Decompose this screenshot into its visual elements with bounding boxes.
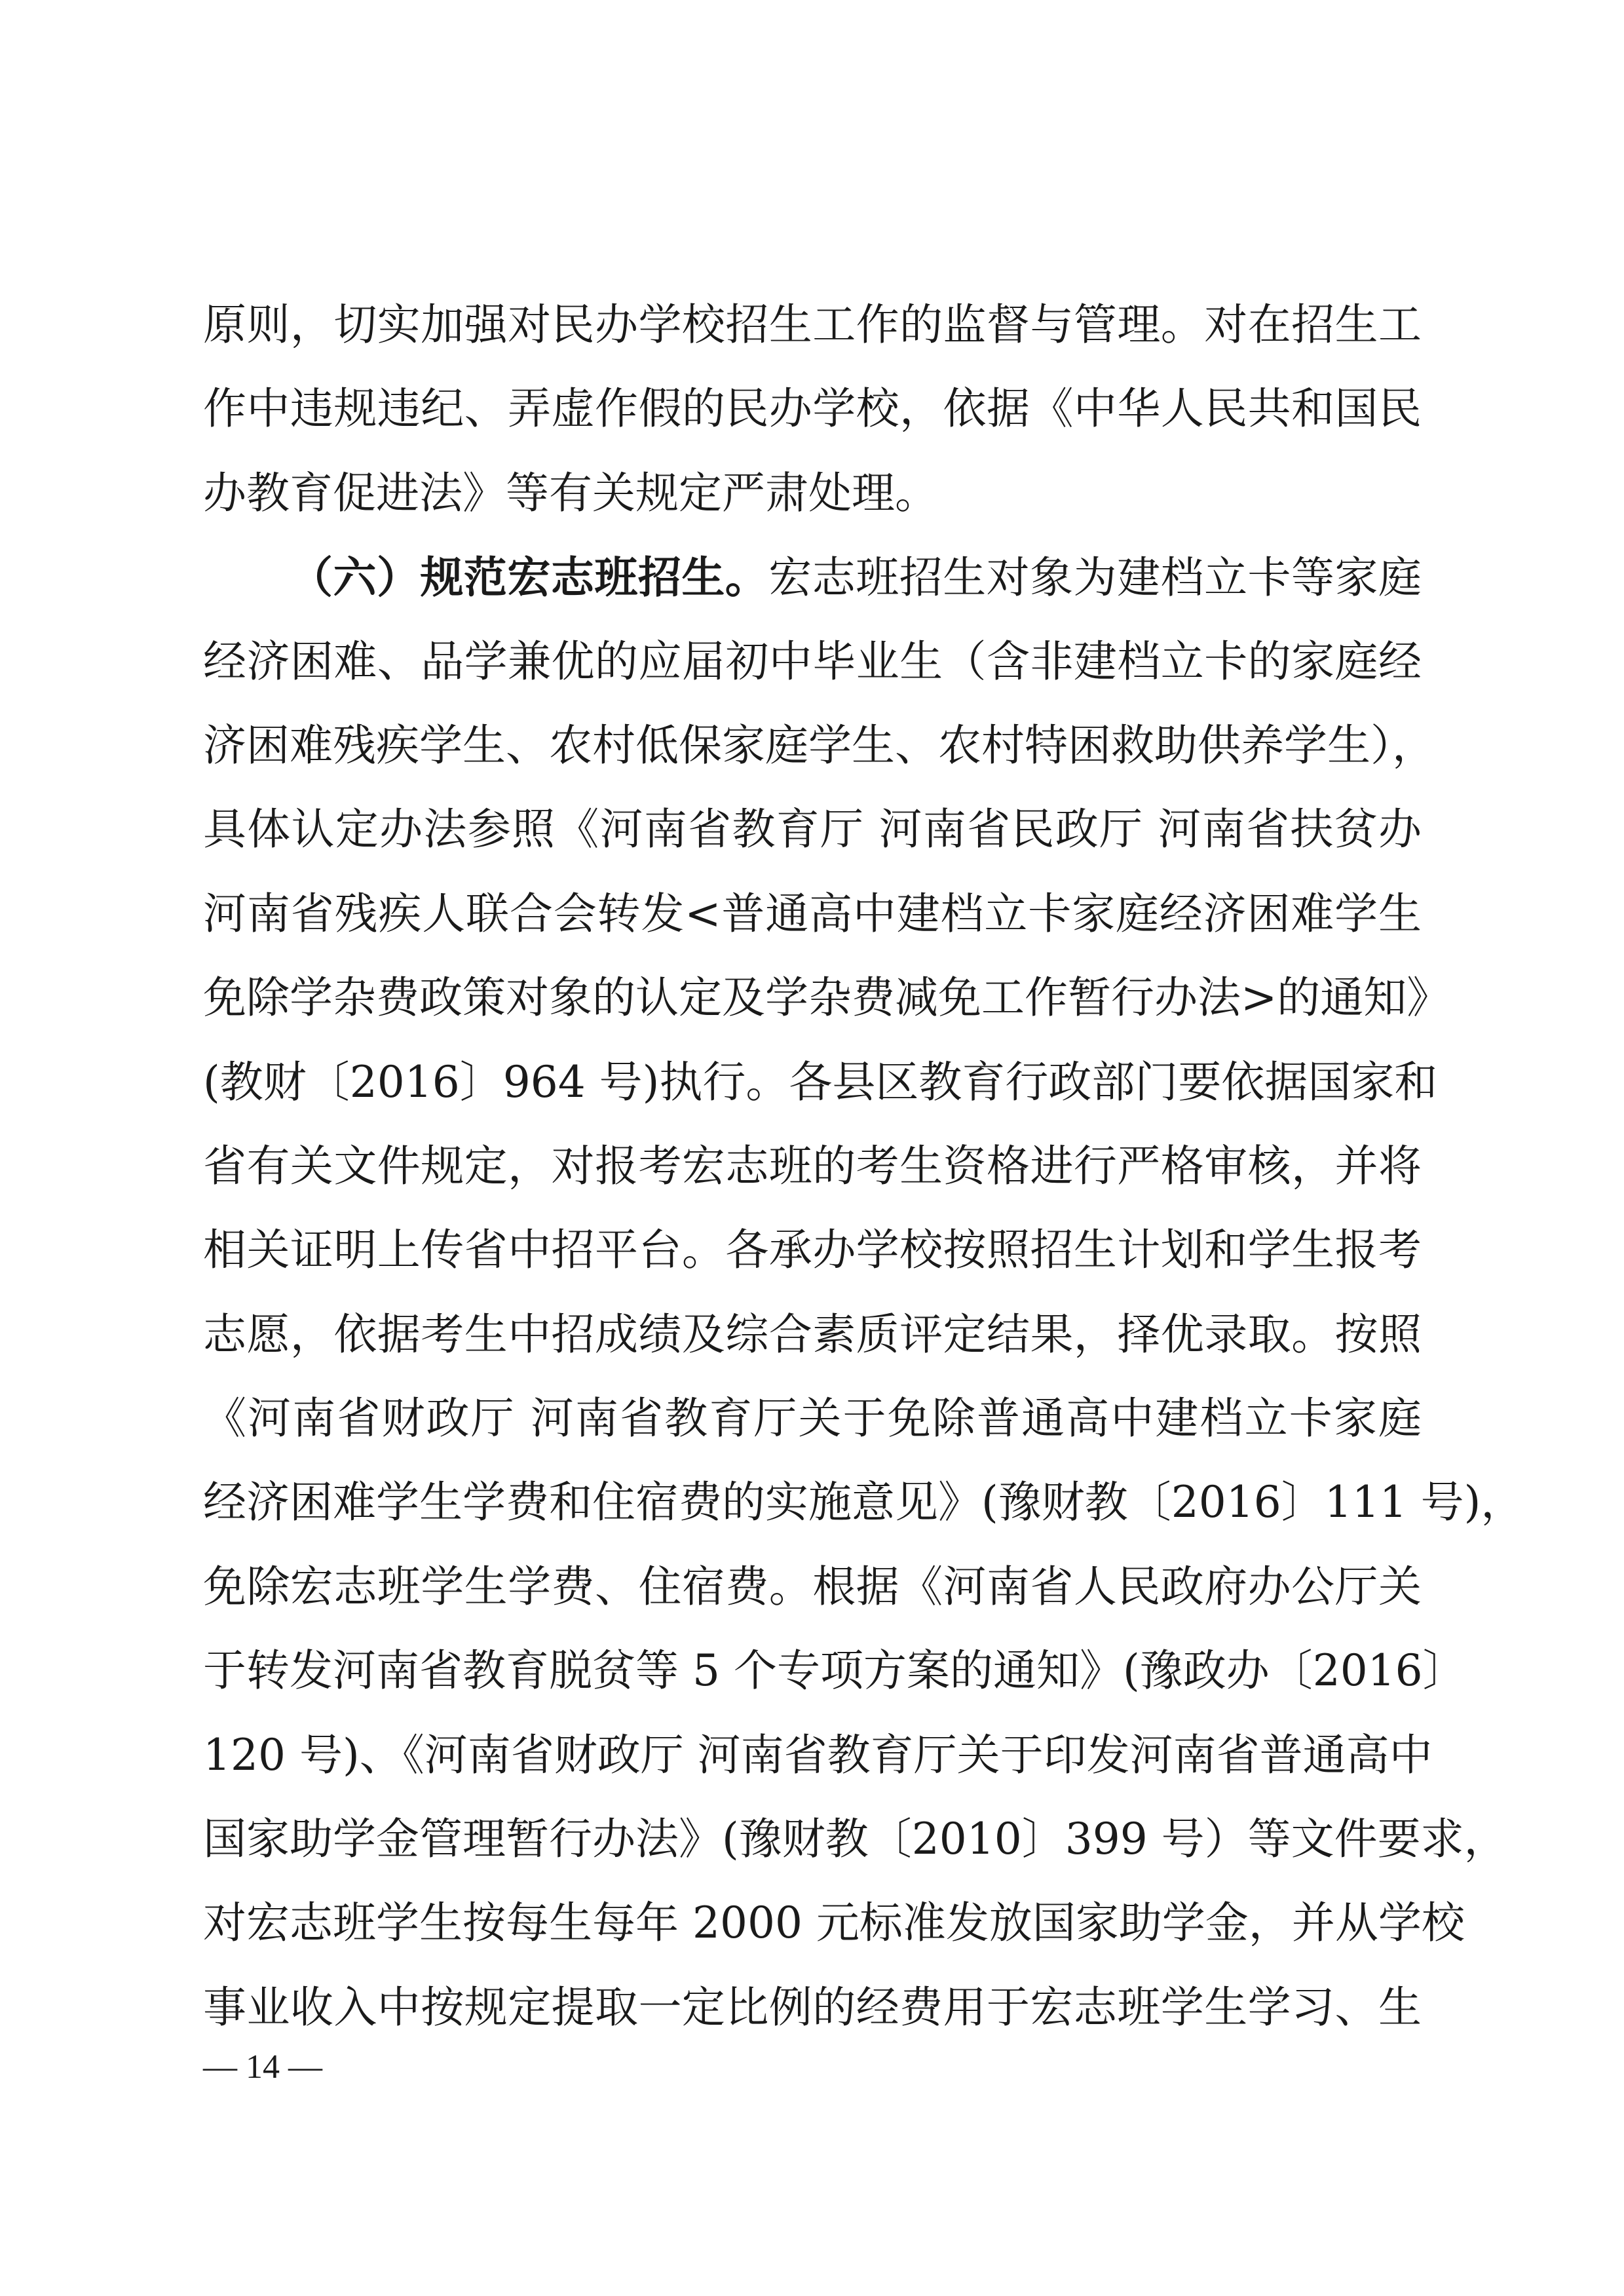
text-line: 免除学杂费政策对象的认定及学杂费减免工作暂行办法>的通知》 xyxy=(203,972,1450,1024)
text-line: 免除宏志班学生学费、住宿费。根据《河南省人民政府办公厅关 xyxy=(203,1561,1422,1612)
text-line: 于转发河南省教育脱贫等 5 个专项方案的通知》(豫政办〔2016〕 xyxy=(203,1645,1466,1696)
text-line: 经济困难学生学费和住宿费的实施意见》(豫财教〔2016〕111 号)， xyxy=(203,1477,1524,1528)
text-line: 宏志班招生对象为建档立卡等家庭 xyxy=(768,552,1422,603)
text-line: 具体认定办法参照《河南省教育厅 河南省民政厅 河南省扶贫办 xyxy=(203,804,1422,855)
text-line: 经济困难、品学兼优的应届初中毕业生（含非建档立卡的家庭经 xyxy=(203,636,1422,687)
text-line: 省有关文件规定，对报考宏志班的考生资格进行严格审核，并将 xyxy=(203,1140,1422,1191)
body-text xyxy=(203,283,1524,2050)
section-six-first-line xyxy=(203,535,1422,619)
text-line: 国家助学金管理暂行办法》(豫财教〔2010〕399 号）等文件要求， xyxy=(203,1814,1507,1865)
section-six-heading: （六）规范宏志班招生。 xyxy=(290,552,769,603)
text-line: 事业收入中按规定提取一定比例的经费用于宏志班学生学习、生 xyxy=(203,1981,1422,2033)
text-line: 相关证明上传省中招平台。各承办学校按照招生计划和学生报考 xyxy=(203,1225,1422,1276)
text-line: 原则，切实加强对民办学校招生工作的监督与管理。对在招生工 xyxy=(203,299,1422,350)
text-line: 《河南省财政厅 河南省教育厅关于免除普通高中建档立卡家庭 xyxy=(203,1393,1422,1444)
text-line: (教财〔2016〕964 号)执行。各县区教育行政部门要依据国家和 xyxy=(203,1056,1438,1107)
text-line: 济困难残疾学生、农村低保家庭学生、农村特困救助供养学生）， xyxy=(203,719,1435,771)
text-line: 120 号)、《河南省财政厅 河南省教育厅关于印发河南省普通高中 xyxy=(203,1729,1433,1780)
text-line: 对宏志班学生按每生每年 2000 元标准发放国家助学金，并从学校 xyxy=(203,1898,1465,1949)
text-line: 河南省残疾人联合会转发<普通高中建档立卡家庭经济困难学生 xyxy=(203,888,1422,939)
text-line: 作中违规违纪、弄虚作假的民办学校，依据《中华人民共和国民 xyxy=(203,383,1422,434)
text-line: 办教育促进法》等有关规定严肃处理。 xyxy=(203,467,938,518)
text-line: 志愿，依据考生中招成绩及综合素质评定结果，择优录取。按照 xyxy=(203,1309,1422,1360)
page-number: — 14 — xyxy=(203,2048,322,2086)
